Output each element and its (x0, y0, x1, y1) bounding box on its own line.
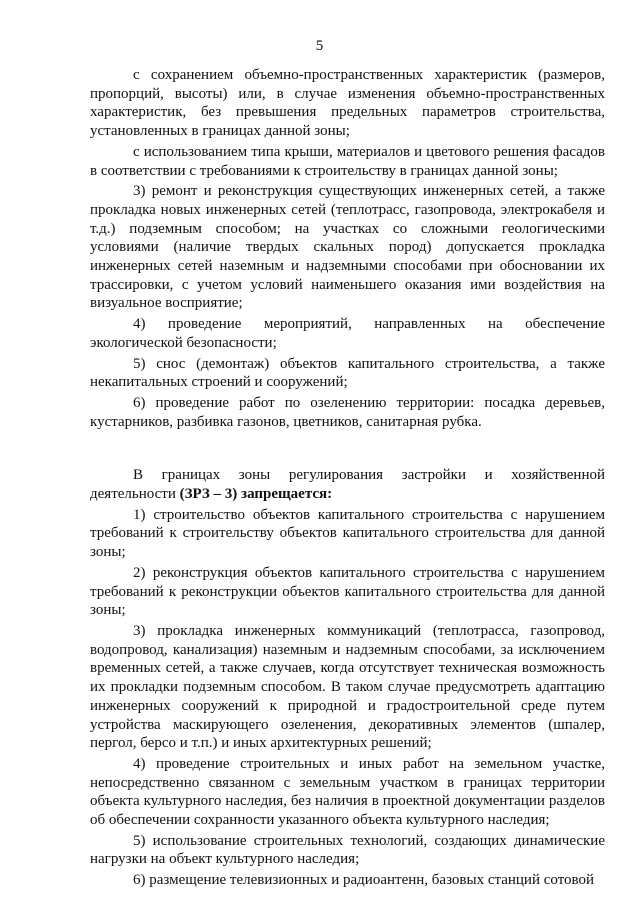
paragraph-item-5-demolition: 5) снос (демонтаж) объектов капитального строительства, а также некапитальных строений и сооружений; (90, 355, 605, 391)
prohibition-item-6: 6) размещение телевизионных и радиоантенн, базовых станций сотовой (133, 872, 595, 889)
paragraph-item-6-landscaping: 6) проведение работ по озеленению территории: посадка деревьев, кустарников, разбивка газонов, цветников, санитарная рубка. (90, 394, 605, 430)
zone-intro-bold: (ЗРЗ – 3) запрещается: (179, 486, 333, 503)
paragraph-item-4-ecology: 4) проведение мероприятий, направленных на обеспечение экологической безопасности; (90, 316, 605, 351)
paragraph-dimensions: с сохранением объемно-пространственных характеристик (размеров, пропорций, высоты) или, в случае изменения объемно-пространственных характеристик, без превышения предельных параметров строительства, установленных в границах данной зоны; (90, 67, 605, 140)
prohibition-item-4: 4) проведение строительных и иных работ на земельном участке, непосредственно связанном с земельным участком в границах территории объекта культурного наследия, без наличия в проектной документации разделов об обеспечении сохранности указанного объекта культурного наследия; (90, 755, 605, 829)
document-body (90, 66, 605, 890)
prohibition-item-1: 1) строительство объектов капитального строительства с нарушением требований к строительству объектов капитального строительства для данной зоны; (90, 506, 605, 561)
zone-intro-text: В границах зоны регулирования застройки и хозяйственной деятельности (90, 467, 605, 503)
paragraph-zone-prohibitions-intro (90, 466, 605, 503)
page-number: 5 (315, 38, 324, 54)
paragraph-roof-facade: с использованием типа крыши, материалов и цветового решения фасадов в соответствии с требованиями к строительству в границах данной зоны; (90, 143, 605, 179)
prohibition-item-5: 5) использование строительных технологий, создающих динамические нагрузки на объект культурного наследия; (90, 832, 605, 868)
paragraph-item-3-networks: 3) ремонт и реконструкция существующих инженерных сетей, а также прокладка новых инженерных сетей (теплотрасс, газопровода, электрокабеля и т.д.) подземным способом; на участках со сложными геологическими условиями (наличие твердых скальных пород) допускается прокладка инженерных сетей наземным и надземными способами при обосновании их трассировки, с учетом условий наименьшего оказания ими воздействия на визуальное восприятие; (90, 183, 605, 312)
prohibition-item-3: 3) прокладка инженерных коммуникаций (теплотрасса, газопровод, водопровод, канализация) наземным и надземным способами, за исключением временных сетей, а также случаев, когда отсутствует техническая возможность их прокладки подземным способом. В таком случае предусмотреть адаптацию инженерных сооружений к природной и градостроительной среде путем устройства маскирующего озеленения, декоративных элементов (шпалер, пергол, берсо и т.п.) и иных архитектурных решений; (90, 622, 605, 752)
prohibition-item-2: 2) реконструкция объектов капитального строительства с нарушением требований к реконструкции объектов капитального строительства для данной зоны; (90, 564, 605, 619)
